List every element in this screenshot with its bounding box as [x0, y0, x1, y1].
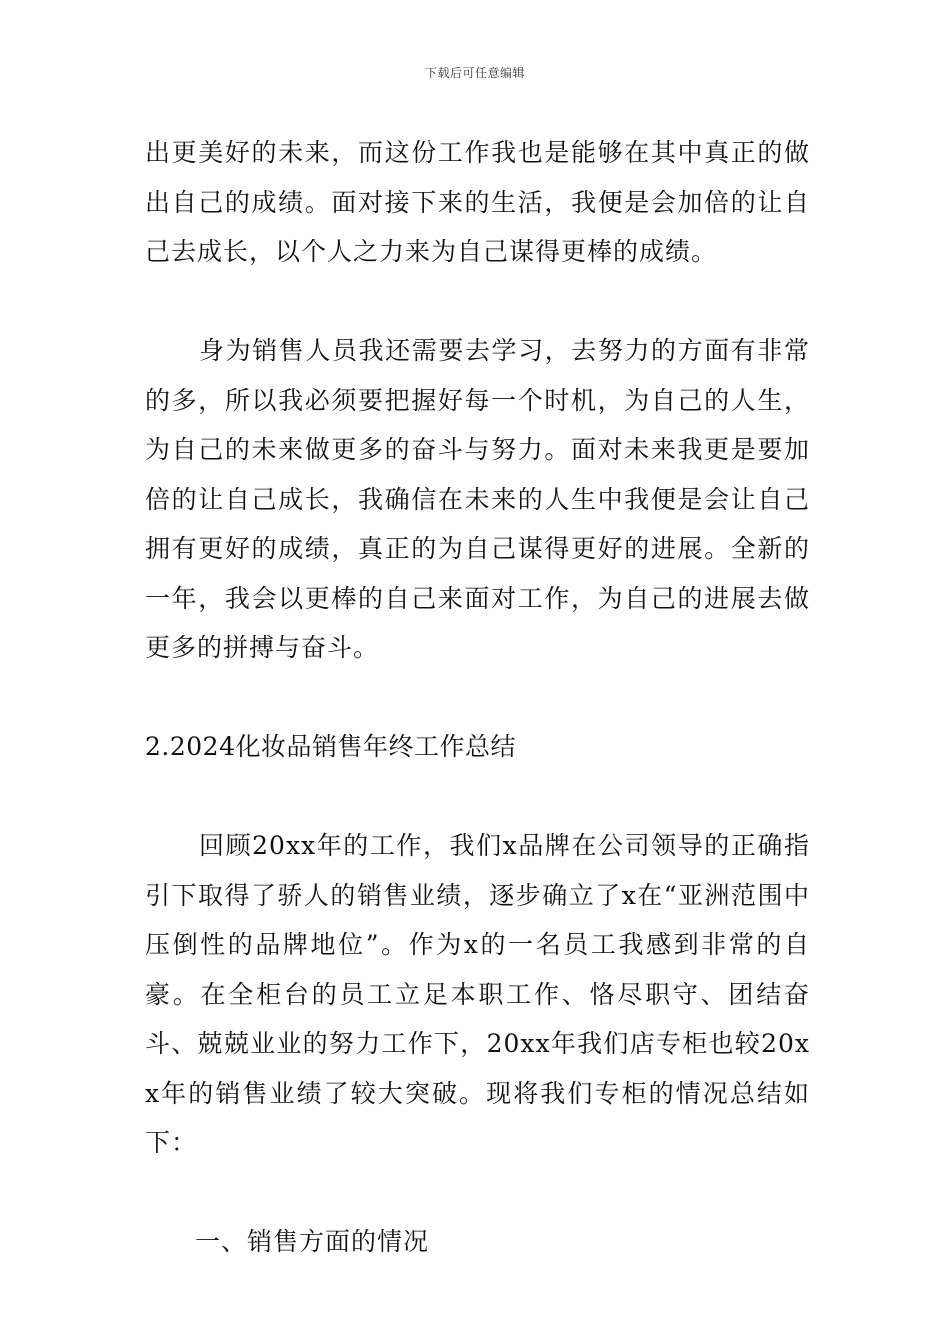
section-heading: 2.2024化妆品销售年终工作总结 — [145, 732, 516, 761]
paragraph-gap — [145, 1168, 810, 1218]
document-body — [145, 128, 810, 1267]
paragraph-sales-learning: 身为销售人员我还需要去学习，去努力的方面有非常的多，所以我必须要把握好每一个时机，为自己的人生，为自己的未来做更多的奋斗与努力。面对未来我更是要加倍的让自己成长，我确信在未来的人生中我便是会让自己拥有更好的成绩，真正的为自己谋得更好的进展。全新的一年，我会以更棒的自己来面对工作，为自己的进展去做更多的拼搏与奋斗。 — [145, 336, 810, 662]
page-header: 下载后可任意编辑 — [424, 66, 525, 80]
paragraph-continuation: 出更美好的未来，而这份工作我也是能够在其中真正的做出自己的成绩。面对接下来的生活，我便是会加倍的让自己去成长，以个人之力来为自己谋得更棒的成绩。 — [145, 138, 810, 266]
paragraph-gap — [145, 772, 810, 822]
paragraph-gap — [145, 673, 810, 723]
paragraph-review: 回顾20xx年的工作，我们x品牌在公司领导的正确指引下取得了骄人的销售业绩，逐步确立了x在“亚洲范围中压倒性的品牌地位”。作为x的一名员工我感到非常的自豪。在全柜台的员工立足本职工作、恪尽职守、团结奋斗、兢兢业业的努力工作下，20xx年我们店专柜也较20xx年的销售业绩了较大突破。现将我们专柜的情况总结如下： — [145, 831, 810, 1157]
subsection-heading: 一、销售方面的情况 — [195, 1227, 430, 1256]
paragraph-gap — [145, 277, 810, 327]
